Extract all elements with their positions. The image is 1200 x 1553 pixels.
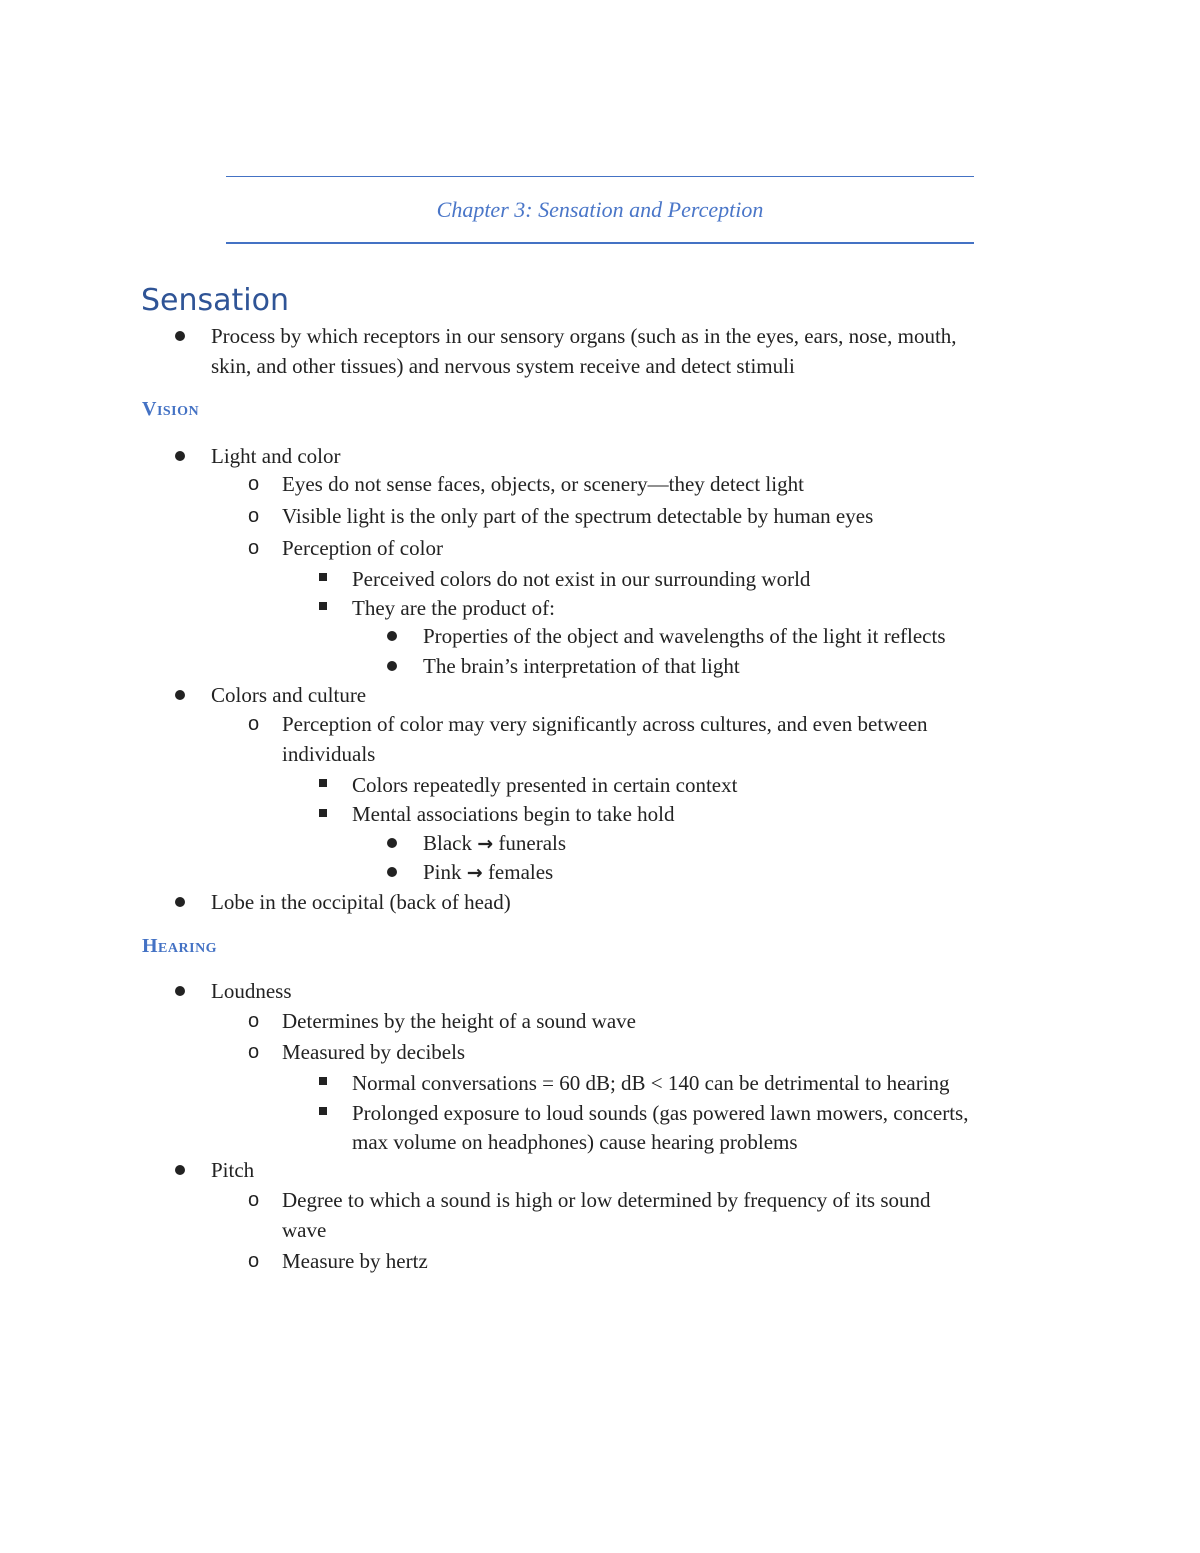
item-product-of: They are the product of:: [352, 596, 555, 620]
square-bullet-icon: [319, 779, 327, 787]
item-light-and-color: Light and color: [211, 444, 341, 468]
item-perceived-colors: Perceived colors do not exist in our surrounding world: [352, 567, 811, 591]
heading-hearing: Hearing: [142, 935, 218, 957]
circle-bullet-icon: o: [248, 1189, 260, 1211]
item-brain-interpretation: The brain’s interpretation of that light: [423, 654, 740, 678]
square-bullet-icon: [319, 1107, 327, 1115]
square-bullet-icon: [319, 573, 327, 581]
circle-bullet-icon: o: [248, 505, 260, 527]
bullet-icon: [387, 867, 397, 877]
item-colors-repeated: Colors repeatedly presented in certain context: [352, 773, 738, 797]
item-prolonged-exposure-line1: Prolonged exposure to loud sounds (gas powered lawn mowers, concerts,: [352, 1101, 969, 1125]
bullet-icon: [387, 631, 397, 641]
square-bullet-icon: [319, 602, 327, 610]
item-visible-light: Visible light is the only part of the spectrum detectable by human eyes: [282, 504, 874, 528]
square-bullet-icon: [319, 809, 327, 817]
bullet-icon: [387, 661, 397, 671]
item-properties: Properties of the object and wavelengths of the light it reflects: [423, 624, 946, 648]
bullet-icon: [387, 838, 397, 848]
item-perception-varies-line1: Perception of color may very significantly across cultures, and even between: [282, 712, 928, 736]
arrow-right-icon: →: [477, 833, 494, 855]
item-mental-associations: Mental associations begin to take hold: [352, 802, 675, 826]
bullet-icon: [175, 897, 185, 907]
funerals-label: funerals: [498, 831, 567, 855]
item-eyes-detect-light: Eyes do not sense faces, objects, or scenery—they detect light: [282, 472, 804, 496]
bullet-icon: [175, 986, 185, 996]
square-bullet-icon: [319, 1077, 327, 1085]
heading-sensation: Sensation: [141, 283, 289, 318]
item-perception-of-color: Perception of color: [282, 536, 443, 560]
item-prolonged-exposure-line2: max volume on headphones) cause hearing problems: [352, 1130, 798, 1154]
item-occipital-lobe: Lobe in the occipital (back of head): [211, 890, 511, 914]
item-pink-females: [423, 857, 553, 888]
item-perception-varies-line2: individuals: [282, 742, 376, 766]
bullet-icon: [175, 331, 185, 341]
item-measure-hertz: Measure by hertz: [282, 1249, 428, 1273]
females-label: females: [487, 860, 554, 884]
heading-vision: Vision: [142, 398, 200, 420]
circle-bullet-icon: o: [248, 1041, 260, 1063]
item-black-funerals: [423, 828, 566, 859]
item-determines-height: Determines by the height of a sound wave: [282, 1009, 636, 1033]
title-rule-top: [226, 176, 974, 177]
circle-bullet-icon: o: [248, 1250, 260, 1272]
item-colors-and-culture: Colors and culture: [211, 683, 367, 707]
black-label: Black: [423, 831, 472, 855]
sensation-definition-line2: skin, and other tissues) and nervous system receive and detect stimuli: [211, 354, 795, 378]
document-title: Chapter 3: Sensation and Perception: [436, 197, 764, 222]
circle-bullet-icon: o: [248, 1010, 260, 1032]
arrow-right-icon: →: [466, 862, 483, 884]
item-measured-decibels: Measured by decibels: [282, 1040, 466, 1064]
item-degree-line1: Degree to which a sound is high or low determined by frequency of its sound: [282, 1188, 931, 1212]
title-rule-bottom: [226, 242, 974, 244]
bullet-icon: [175, 690, 185, 700]
bullet-icon: [175, 1165, 185, 1175]
circle-bullet-icon: o: [248, 473, 260, 495]
item-normal-conversations: Normal conversations = 60 dB; dB < 140 can be detrimental to hearing: [352, 1071, 950, 1095]
pink-label: Pink: [423, 860, 462, 884]
circle-bullet-icon: o: [248, 537, 260, 559]
item-degree-line2: wave: [282, 1218, 327, 1242]
bullet-icon: [175, 451, 185, 461]
sensation-definition-line1: Process by which receptors in our sensory organs (such as in the eyes, ears, nose, mouth,: [211, 324, 957, 348]
item-loudness: Loudness: [211, 979, 292, 1003]
item-pitch: Pitch: [211, 1158, 255, 1182]
circle-bullet-icon: o: [248, 713, 260, 735]
